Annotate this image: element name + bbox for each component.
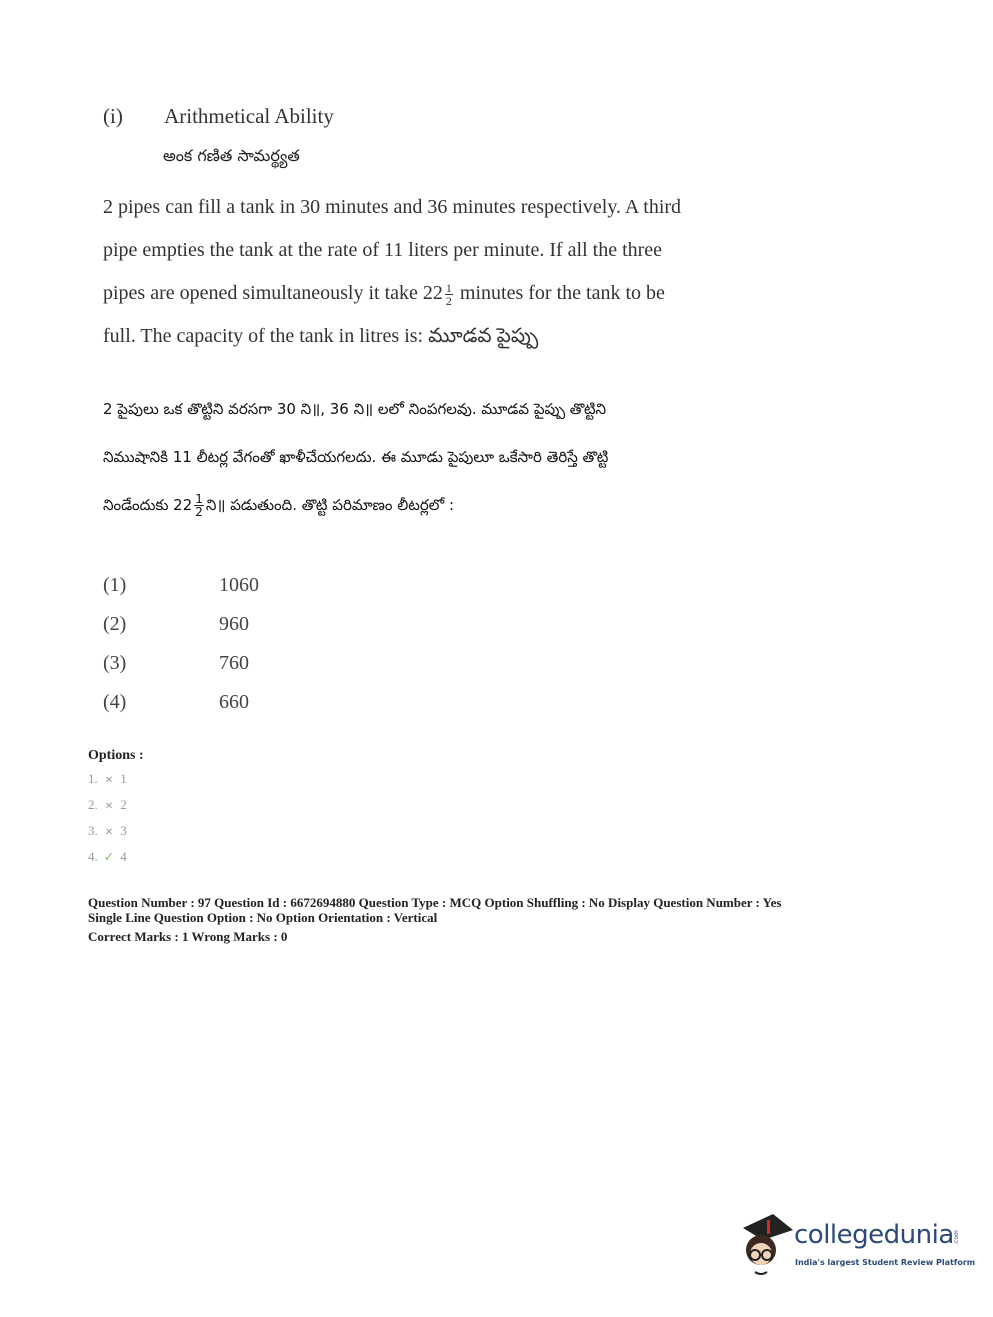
answer-option-value: 960 — [219, 613, 249, 635]
answer-option-label: (3) — [103, 652, 127, 674]
mascot-icon — [735, 1212, 795, 1282]
choice-value: 4 — [120, 849, 127, 864]
choice-number: 1. — [88, 771, 98, 786]
answer-option-4 — [103, 691, 259, 730]
section-number: (i) — [103, 104, 123, 128]
answer-option-label: (1) — [103, 574, 127, 596]
collegedunia-logo — [735, 1212, 976, 1282]
cross-icon: ✕ — [104, 775, 114, 786]
cross-icon: ✕ — [104, 827, 114, 838]
fraction-denominator: 2 — [445, 293, 452, 308]
choice-number: 4. — [88, 849, 98, 864]
metadata-line-3: Correct Marks : 1 Wrong Marks : 0 — [88, 929, 288, 944]
choice-list — [88, 769, 127, 873]
question-te-line-3-post: ని॥ పడుతుంది. తొట్టి పరిమాణం లీటర్లలో : — [205, 496, 455, 514]
question-te-line-3 — [103, 490, 703, 538]
choice-number: 3. — [88, 823, 98, 838]
metadata-line-1: Question Number : 97 Question Id : 6672694880 Question Type : MCQ Option Shuffling : No Display Question Number : Yes — [88, 895, 782, 910]
choice-1 — [88, 769, 127, 795]
answer-option-2 — [103, 613, 259, 652]
answer-option-label: (4) — [103, 691, 127, 713]
cross-icon: ✕ — [104, 801, 114, 812]
question-en-line-3 — [103, 272, 768, 315]
answer-option-value: 760 — [219, 652, 249, 674]
question-telugu — [103, 394, 703, 538]
fraction-numerator-te: 1 — [195, 492, 203, 506]
question-en-line-1: 2 pipes can fill a tank in 30 minutes and 36 minutes respectively. A third — [103, 196, 682, 218]
answer-option-label: (2) — [103, 613, 127, 635]
fraction-numerator: 1 — [445, 280, 452, 295]
question-te-line-2: నిముషానికి 11 లీటర్ల వేగంతో ఖాళీచేయగలదు. ఈ మూడు పైపులూ ఒకేసారి తెరిస్తే తొట్టి — [103, 448, 609, 466]
question-english — [103, 186, 768, 358]
choice-value: 1 — [120, 771, 127, 786]
logo-tagline: India's largest Student Review Platform — [795, 1258, 976, 1267]
question-te-line-3-pre: నిండేందుకు 22 — [103, 496, 193, 514]
section-heading — [103, 104, 334, 129]
question-metadata — [88, 895, 781, 944]
choice-2 — [88, 795, 127, 821]
answer-options — [103, 574, 259, 730]
options-title: Options : — [88, 748, 144, 763]
section-telugu-title: అంక గణిత సామర్థ్యత — [163, 146, 300, 165]
fraction-denominator-te: 2 — [195, 505, 203, 519]
question-en-line-3-pre: pipes are opened simultaneously it take 22 — [103, 282, 443, 304]
choice-value: 3 — [120, 823, 127, 838]
choice-value: 2 — [120, 797, 127, 812]
choice-4 — [88, 847, 127, 873]
logo-suffix: .com — [952, 1230, 960, 1245]
question-en-line-2: pipe empties the tank at the rate of 11 liters per minute. If all the three — [103, 239, 663, 261]
section-title: Arithmetical Ability — [164, 104, 334, 128]
fraction-half-te — [194, 493, 204, 518]
check-icon: ✓ — [103, 849, 115, 864]
question-en-line-4: full. The capacity of the tank in litres is: మూడవ పైప్పు — [103, 325, 539, 347]
answer-option-3 — [103, 652, 259, 691]
logo-wordmark: collegedunia — [794, 1220, 954, 1250]
answer-option-1 — [103, 574, 259, 613]
question-te-line-1: 2 పైపులు ఒక తొట్టిని వరసగా 30 ని॥, 36 ని॥ లలో నింపగలవు. మూడవ పైప్పు తొట్టిని — [103, 400, 607, 418]
metadata-line-2: Single Line Question Option : No Option Orientation : Vertical — [88, 910, 438, 925]
answer-option-value: 1060 — [219, 574, 259, 596]
choice-3 — [88, 821, 127, 847]
fraction-half — [445, 282, 453, 307]
choice-number: 2. — [88, 797, 98, 812]
answer-option-value: 660 — [219, 691, 249, 713]
question-en-line-3-post: minutes for the tank to be — [454, 282, 665, 304]
